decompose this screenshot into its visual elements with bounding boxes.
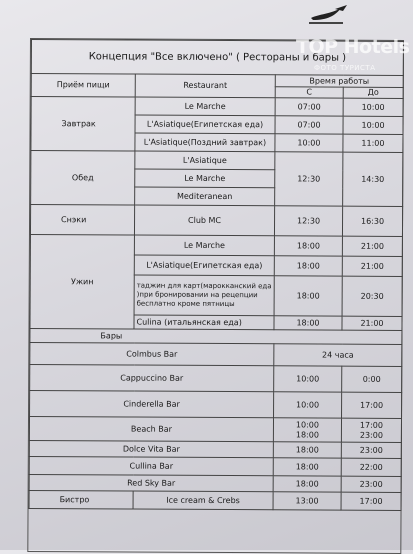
- time-from: 18:00: [274, 236, 342, 256]
- restaurant-cell: Le Marche: [134, 235, 274, 256]
- hotel-logo: [305, 4, 357, 28]
- time-to-pair: [341, 418, 401, 442]
- restaurant-cell: L'Asiatique(Египетская еда): [134, 255, 274, 276]
- time-from: 12:30: [274, 206, 342, 236]
- bar-name: Colmbus Bar: [30, 343, 274, 366]
- category-lunch: Обед: [31, 151, 135, 206]
- restaurant-cell: Ice cream & Crebs: [133, 491, 273, 510]
- time-to: 23:00: [359, 430, 383, 440]
- bar-hours: 24 часа: [274, 344, 402, 367]
- time-to: 16:30: [342, 206, 402, 236]
- time-from: 10:00: [274, 392, 342, 418]
- time-from: 18:00: [274, 316, 342, 330]
- category-snacks: Снэки: [30, 205, 134, 236]
- time-from: 10:00: [275, 134, 343, 152]
- time-to: 17:00: [341, 492, 401, 510]
- restaurant-cell: Culina (итальянская еда): [134, 315, 274, 330]
- header-from: С: [275, 87, 343, 98]
- category-bistro: Бистро: [29, 491, 133, 510]
- watermark-main: TOP Hotels: [296, 36, 410, 58]
- header-meal: Приём пищи: [31, 74, 135, 98]
- time-to: 23:00: [341, 442, 401, 458]
- time-to: 10:00: [343, 116, 403, 134]
- time-from: 18:00: [274, 276, 342, 316]
- bar-name: Beach Bar: [29, 417, 273, 442]
- restaurant-cell: Mediteranean: [135, 187, 275, 206]
- time-to: 23:00: [341, 476, 401, 492]
- watermark: [292, 30, 412, 80]
- time-to: 21:00: [342, 316, 402, 330]
- time-to: 21:00: [342, 236, 402, 256]
- time-from: 13:00: [273, 492, 341, 510]
- time-to: 17:00: [342, 392, 402, 418]
- bar-name: Red Sky Bar: [29, 475, 273, 492]
- bar-name: Dolce Vita Bar: [29, 441, 273, 458]
- time-to: 21:00: [342, 256, 402, 276]
- time-from: 10:00: [295, 419, 320, 430]
- bar-name: Cinderella Bar: [30, 391, 274, 418]
- time-from: 07:00: [275, 116, 343, 134]
- time-from: 18:00: [274, 256, 342, 276]
- time-from: 18:00: [273, 442, 341, 458]
- schedule-sheet: [27, 38, 404, 554]
- time-from: 07:00: [275, 98, 343, 116]
- time-from: 12:30: [275, 152, 343, 206]
- bars-heading: Бары: [30, 329, 402, 345]
- time-from: 10:00: [274, 366, 342, 392]
- time-to: 20:30: [342, 276, 402, 316]
- time-to: 0:00: [342, 366, 402, 392]
- time-from: 18:00: [295, 429, 319, 440]
- restaurant-cell: L'Asiatique: [135, 151, 275, 170]
- watermark-sub: ФОТО ТУРИСТА: [314, 64, 376, 72]
- page-title: Концепция "Все включено" ( Рестораны и бары ): [31, 40, 403, 76]
- time-from: 18:00: [273, 476, 341, 492]
- time-to: 17:00: [359, 420, 384, 430]
- time-to: 10:00: [343, 98, 403, 116]
- header-restaurant: Restaurant: [135, 74, 275, 98]
- restaurant-cell: Club MC: [134, 205, 274, 236]
- header-to: До: [343, 87, 403, 98]
- bar-name: Cullina Bar: [29, 457, 273, 476]
- header-hours: Время работы: [275, 75, 403, 88]
- time-from: 18:00: [273, 458, 341, 476]
- category-breakfast: Завтрак: [31, 97, 135, 152]
- restaurant-cell: Le Marche: [135, 97, 275, 116]
- time-to: 14:30: [343, 152, 403, 206]
- restaurant-cell: Le Marche: [135, 169, 275, 188]
- bar-name: Cappuccino Bar: [30, 365, 274, 392]
- restaurant-cell: L'Asiatique(Поздний завтрак): [135, 133, 275, 152]
- time-to: 11:00: [343, 134, 403, 152]
- restaurant-cell: L'Asiatique(Египетская еда): [135, 115, 275, 134]
- time-from-pair: [273, 418, 341, 442]
- restaurant-cell: таджин для карт(марокканский еда )при бронировании на рецепции бесплатно кроме пятницы: [134, 275, 274, 316]
- time-to: 22:00: [341, 458, 401, 476]
- category-dinner: Ужин: [30, 235, 134, 330]
- schedule-table: [29, 39, 404, 511]
